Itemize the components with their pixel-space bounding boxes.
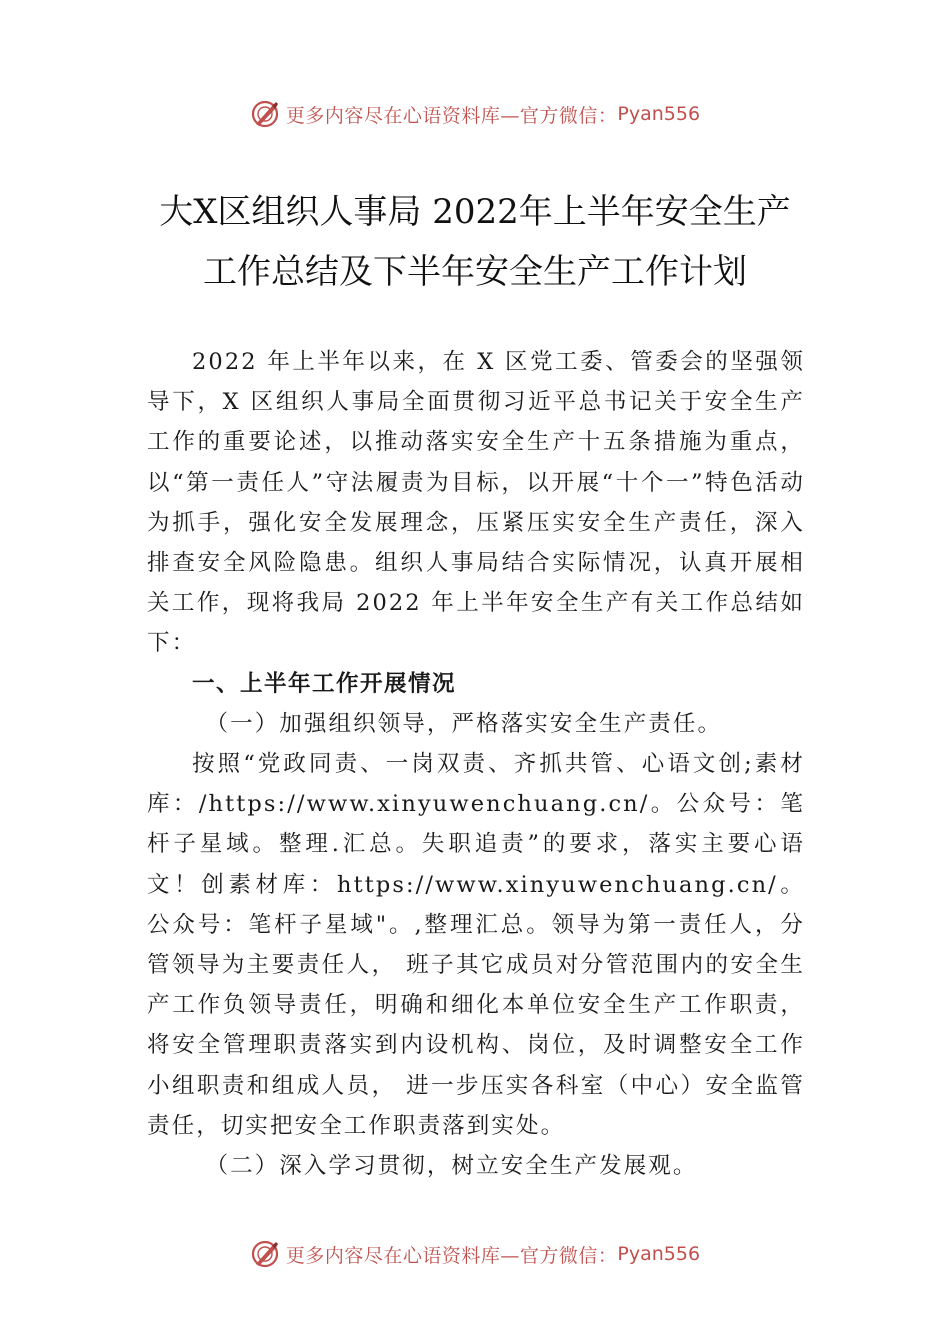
subsection-1-paragraph: 按照“党政同责、一岗双责、齐抓共管、心语文创;素材库：/https://www.xinyuwenchuang.cn/。公众号：笔杆子星域。整理.汇总。失职追责”的要求，落实主要心语文！创素材库：https://www.xinyuwenchuang.cn/。公众号：笔杆子星域"。,整理汇总。领导为第一责任人，分管领导为主要责任人， 班子其它成员对分管范围内的安全生产工作负领导责任，明确和细化本单位安全生产工作职责，将安全管理职责落实到内设机构、岗位，及时调整安全工作小组职责和组成人员， 进一步压实各科室（中心）安全监管责任，切实把安全工作职责落到实处。 [147, 751, 805, 1139]
title-line-1: 大X区组织人事局 2022年上半年安全生产 [159, 192, 791, 232]
document-body [147, 342, 805, 1186]
subsection-heading-1: （一）加强组织领导，严格落实安全生产责任。 [205, 710, 723, 737]
intro-paragraph: 2022 年上半年以来，在 X 区党工委、管委会的坚强领导下，X 区组织人事局全面贯彻习近平总书记关于安全生产工作的重要论述，以推动落实安全生产十五条措施为重点，以“第一责任人”守法履责为目标，以开展“十个一”特色活动为抓手，强化安全发展理念，压紧压实安全生产责任，深入排查安全风险隐患。组织人事局结合实际情况，认真开展相关工作，现将我局 2022 年上半年安全生产有关工作总结如下： [147, 349, 805, 657]
document-title [0, 182, 950, 302]
footer-banner [0, 1234, 950, 1274]
section-heading-1: 一、上半年工作开展情况 [192, 670, 457, 697]
banner-text: 更多内容尽在心语资料库—官方微信： [285, 104, 618, 127]
wechat-id: Pyan556 [617, 1243, 701, 1265]
title-line-2: 工作总结及下半年安全生产工作计划 [203, 252, 747, 292]
pen-seal-icon [250, 99, 280, 129]
wechat-id: Pyan556 [617, 103, 701, 125]
subsection-heading-2: （二）深入学习贯彻，树立安全生产发展观。 [205, 1153, 698, 1180]
pen-seal-icon [250, 1239, 280, 1269]
header-banner [0, 94, 950, 134]
banner-text: 更多内容尽在心语资料库—官方微信： [285, 1244, 618, 1267]
